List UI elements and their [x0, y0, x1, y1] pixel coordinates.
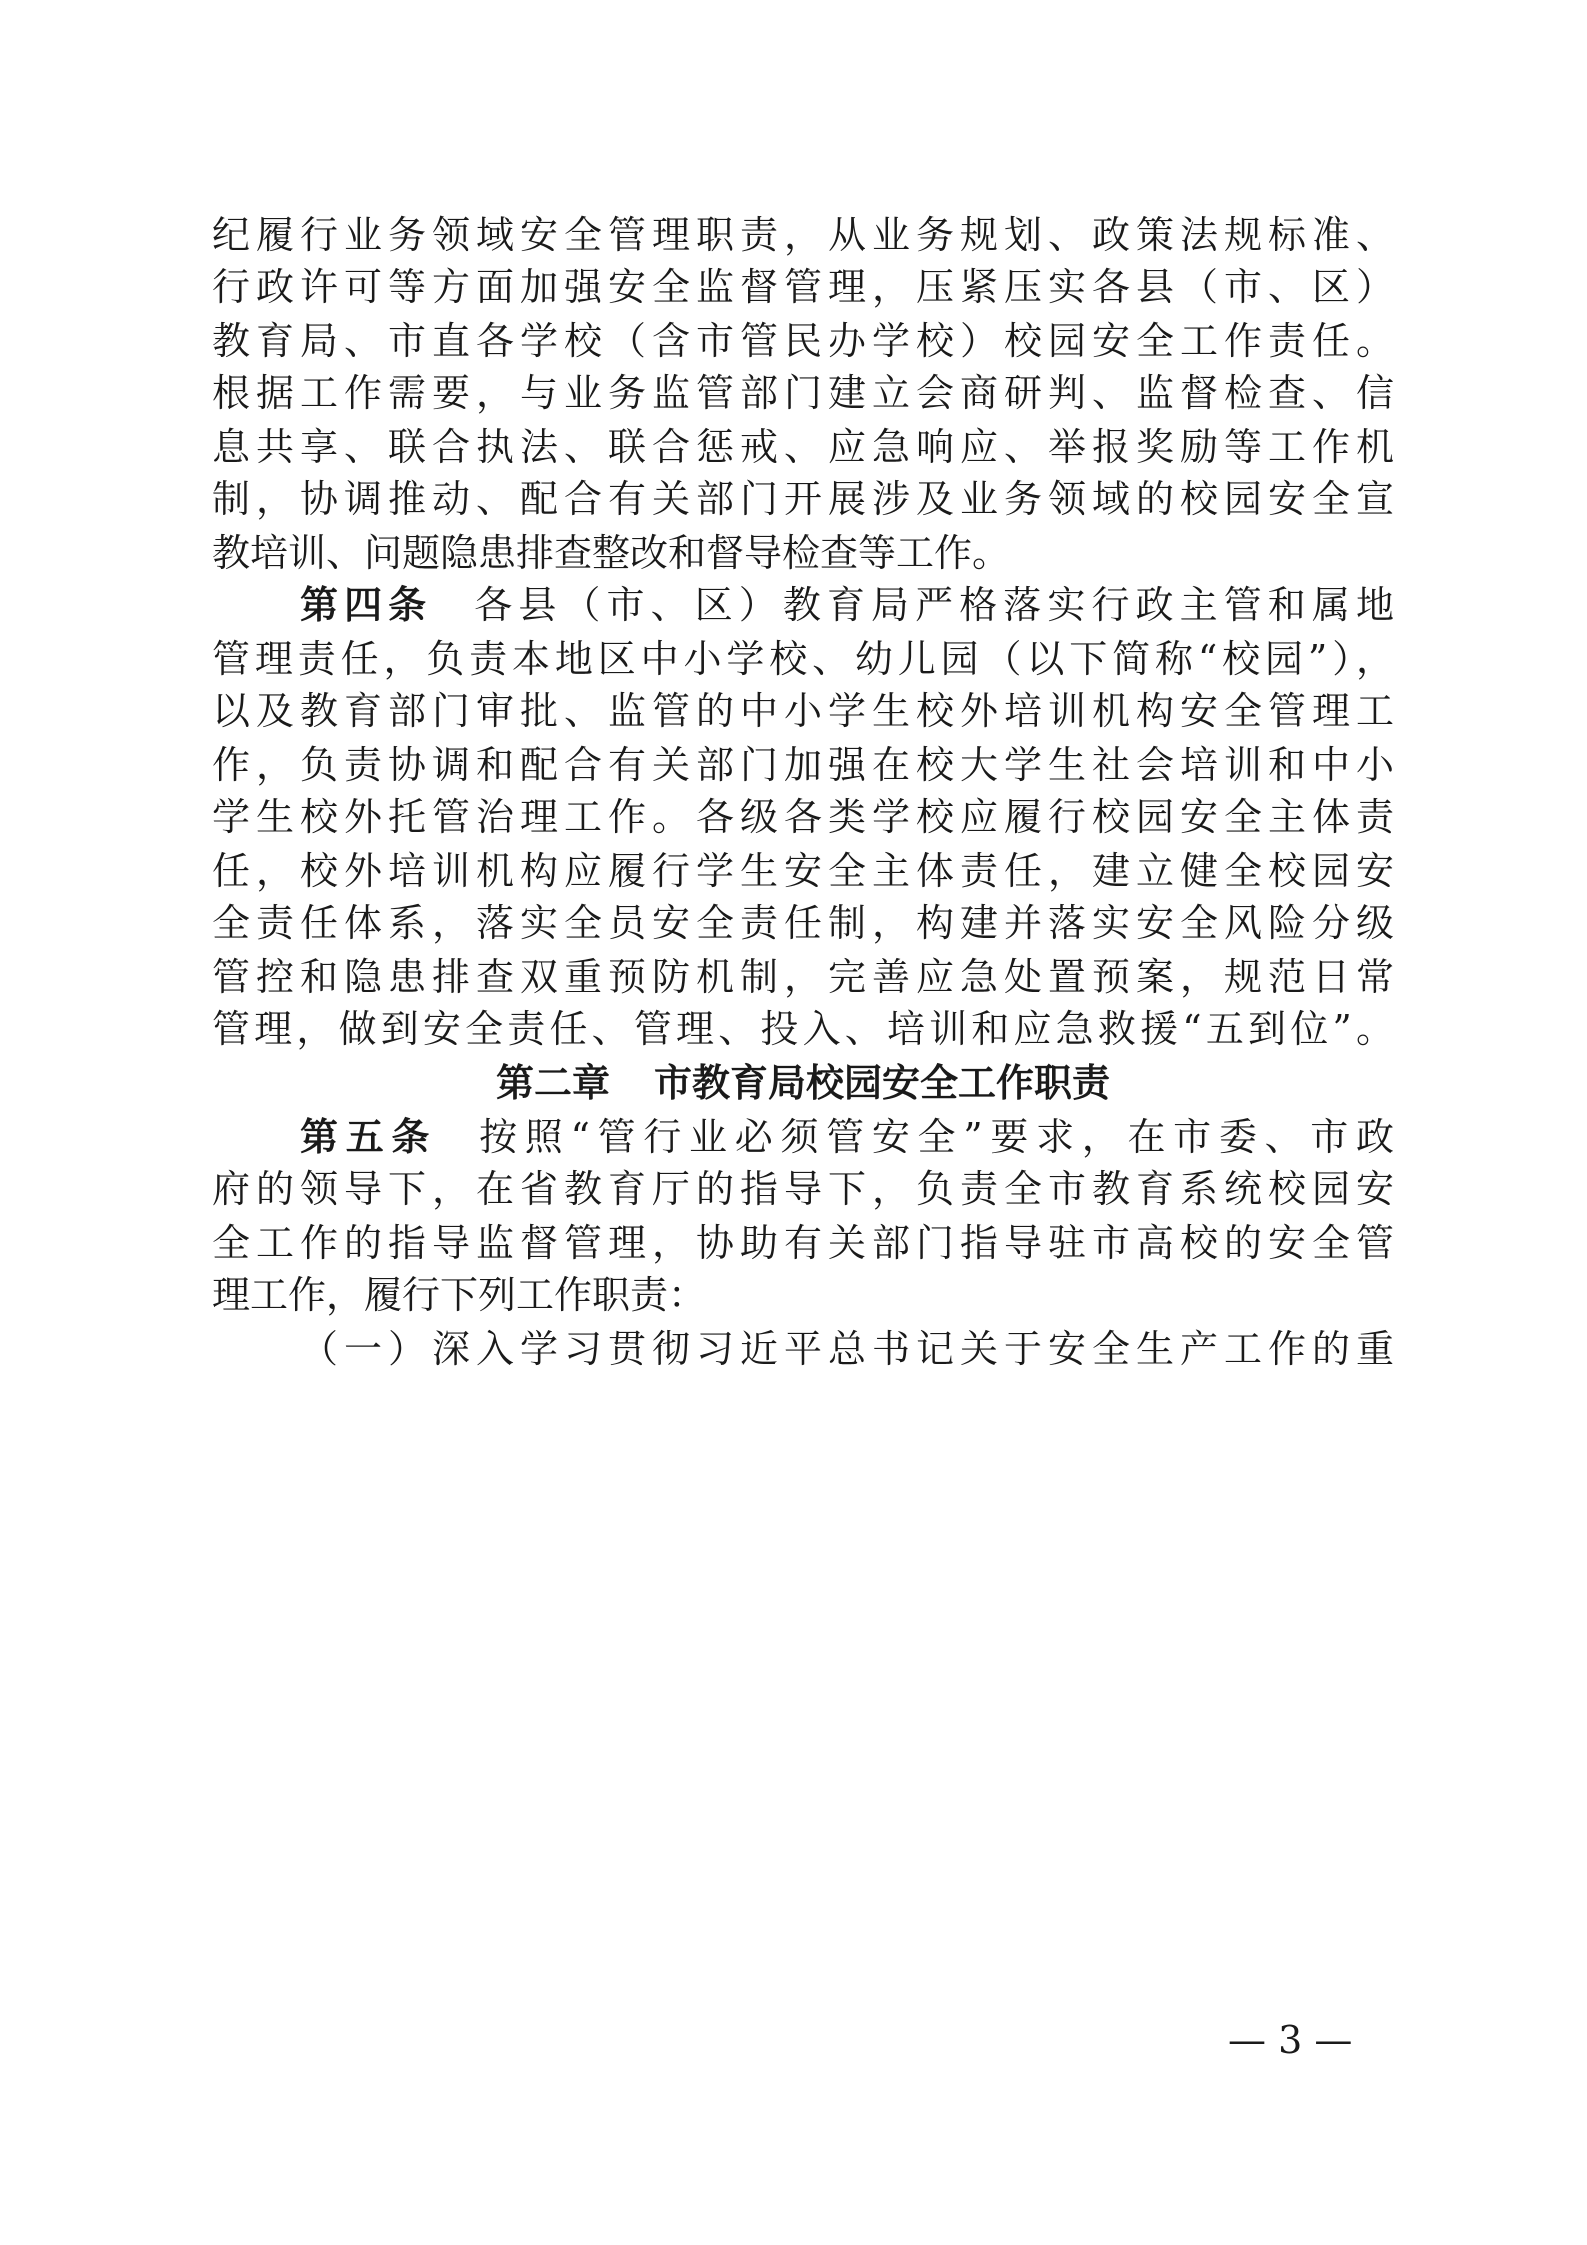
paragraph-line-text: 各县（市、区）教育局严格落实行政主管和属地: [474, 583, 1394, 627]
paragraph-line: 以及教育部门审批、监管的中小学生校外培训机构安全管理工: [212, 689, 1394, 733]
paragraph-line-text: 按照“管行业必须管安全”要求，在市委、市政: [479, 1115, 1394, 1159]
paragraph-line: 教培训、问题隐患排查整改和督导检查等工作。: [212, 531, 1011, 575]
chapter-number: 第二章: [495, 1061, 610, 1105]
article-heading: 第四条: [300, 583, 433, 627]
paragraph-line: 纪履行业务领域安全管理职责，从业务规划、政策法规标准、: [212, 213, 1394, 257]
chapter-title: 市教育局校园安全工作职责: [654, 1061, 1111, 1105]
paragraph-line: 理工作，履行下列工作职责：: [212, 1273, 707, 1317]
list-item-line: （一）深入学习贯彻习近平总书记关于安全生产工作的重: [300, 1327, 1394, 1371]
paragraph-line: 制，协调推动、配合有关部门开展涉及业务领域的校园安全宣: [212, 477, 1394, 521]
paragraph-line: 全责任体系，落实全员安全责任制，构建并落实安全风险分级: [212, 901, 1394, 945]
paragraph-line: 府的领导下，在省教育厅的指导下，负责全市教育系统校园安: [212, 1167, 1394, 1211]
paragraph-line: 根据工作需要，与业务监管部门建立会商研判、监督检查、信: [212, 371, 1394, 415]
page-number: — 3 —: [1228, 2018, 1353, 2062]
article-5-first-line: [300, 1107, 1394, 1167]
paragraph-line: 教育局、市直各学校（含市管民办学校）校园安全工作责任。: [212, 319, 1394, 363]
chapter-heading: [212, 1053, 1394, 1113]
paragraph-line: 作，负责协调和配合有关部门加强在校大学生社会培训和中小: [212, 743, 1394, 787]
paragraph-line: 行政许可等方面加强安全监督管理，压紧压实各县（市、区）: [212, 265, 1394, 309]
paragraph-line: 管理责任，负责本地区中小学校、幼儿园（以下简称“校园”），: [212, 637, 1394, 681]
paragraph-line: 管控和隐患排查双重预防机制，完善应急处置预案，规范日常: [212, 955, 1394, 999]
paragraph-line: 全工作的指导监督管理，协助有关部门指导驻市高校的安全管: [212, 1221, 1394, 1265]
paragraph-line: 管理，做到安全责任、管理、投入、培训和应急救援“五到位”。: [212, 1007, 1394, 1051]
paragraph-line: 任，校外培训机构应履行学生安全主体责任，建立健全校园安: [212, 849, 1394, 893]
article-heading: 第五条: [300, 1115, 438, 1159]
paragraph-line: 学生校外托管治理工作。各级各类学校应履行校园安全主体责: [212, 795, 1394, 839]
article-4-first-line: [300, 575, 1394, 635]
paragraph-line: 息共享、联合执法、联合惩戒、应急响应、举报奖励等工作机: [212, 425, 1394, 469]
